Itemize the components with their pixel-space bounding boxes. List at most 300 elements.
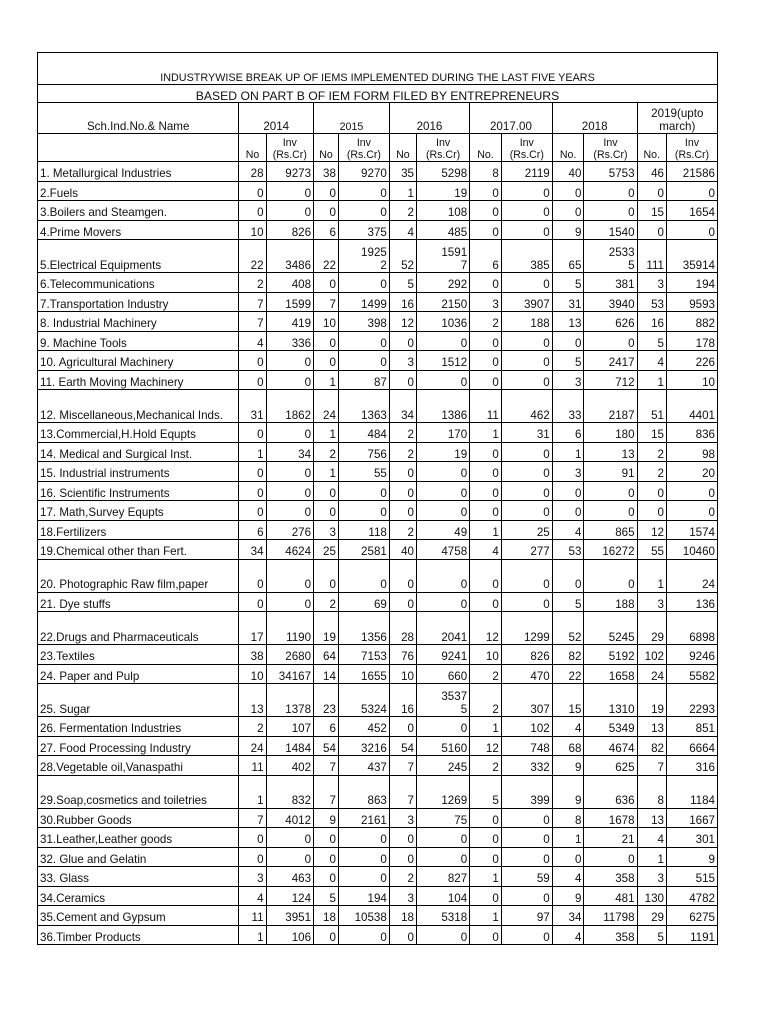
count-cell: 0 (389, 717, 416, 737)
table-row (38, 481, 718, 501)
investment-cell: 636 (584, 775, 637, 808)
investment-cell: 851 (666, 717, 717, 737)
investment-cell: 3907 (501, 292, 552, 312)
count-cell: 2 (239, 273, 266, 293)
count-cell: 1 (637, 370, 666, 390)
investment-cell: 226 (666, 351, 717, 371)
investment-cell: 9273 (266, 162, 314, 182)
industry-name: 33. Glass (38, 867, 239, 887)
investment-cell: 180 (584, 423, 637, 443)
investment-cell: 0 (416, 592, 469, 612)
count-cell: 29 (637, 612, 666, 645)
count-cell: 19 (637, 684, 666, 717)
investment-cell: 1363 (338, 390, 389, 423)
investment-cell: 0 (501, 925, 552, 945)
industry-name: 30.Rubber Goods (38, 808, 239, 828)
count-cell: 18 (389, 906, 416, 926)
count-cell: 52 (552, 612, 584, 645)
investment-cell: 5318 (416, 906, 469, 926)
count-cell: 3 (552, 370, 584, 390)
investment-cell: 0 (266, 592, 314, 612)
count-cell: 9 (314, 808, 339, 828)
investment-cell: 0 (501, 462, 552, 482)
investment-cell: 1356 (338, 612, 389, 645)
count-cell: 6 (552, 423, 584, 443)
investment-cell: 5298 (416, 162, 469, 182)
table-row (38, 462, 718, 482)
investment-cell: 20 (666, 462, 717, 482)
count-cell: 0 (314, 331, 339, 351)
investment-cell: 1190 (266, 612, 314, 645)
count-cell: 0 (470, 559, 502, 592)
investment-cell: 0 (266, 847, 314, 867)
investment-cell: 10538 (338, 906, 389, 926)
count-cell: 2 (239, 717, 266, 737)
count-cell: 0 (637, 501, 666, 521)
industry-name: 16. Scientific Instruments (38, 481, 239, 501)
investment-cell: 1299 (501, 612, 552, 645)
count-cell: 1 (314, 370, 339, 390)
investment-cell: 5245 (584, 612, 637, 645)
no-header: No. (470, 134, 502, 162)
industry-name: 18.Fertilizers (38, 520, 239, 540)
count-cell: 40 (552, 162, 584, 182)
count-cell: 0 (552, 181, 584, 201)
count-cell: 53 (552, 540, 584, 560)
investment-cell: 307 (501, 684, 552, 717)
investment-cell: 11798 (584, 906, 637, 926)
count-cell: 4 (470, 540, 502, 560)
investment-cell: 398 (338, 312, 389, 332)
investment-cell: 3951 (266, 906, 314, 926)
table-row (38, 886, 718, 906)
investment-cell: 35914 (666, 240, 717, 273)
inv-header: Inv (Rs.Cr) (584, 134, 637, 162)
year-header: 2018 (552, 103, 637, 134)
count-cell: 0 (314, 273, 339, 293)
count-cell: 5 (552, 592, 584, 612)
investment-cell: 375 (338, 220, 389, 240)
industry-name: 34.Ceramics (38, 886, 239, 906)
table-row (38, 273, 718, 293)
investment-cell: 0 (416, 828, 469, 848)
investment-cell: 107 (266, 717, 314, 737)
investment-cell: 277 (501, 540, 552, 560)
investment-cell: 452 (338, 717, 389, 737)
investment-cell: 34 (266, 442, 314, 462)
count-cell: 1 (470, 717, 502, 737)
investment-cell: 836 (666, 423, 717, 443)
investment-cell: 1386 (416, 390, 469, 423)
investment-cell: 0 (338, 273, 389, 293)
investment-cell: 336 (266, 331, 314, 351)
table-row (38, 181, 718, 201)
investment-cell: 0 (266, 559, 314, 592)
investment-cell: 515 (666, 867, 717, 887)
count-cell: 0 (239, 423, 266, 443)
count-cell: 14 (314, 664, 339, 684)
investment-cell: 2680 (266, 645, 314, 665)
investment-cell: 16272 (584, 540, 637, 560)
investment-cell: 0 (501, 442, 552, 462)
industry-name: 12. Miscellaneous,Mechanical Inds. (38, 390, 239, 423)
investment-cell: 118 (338, 520, 389, 540)
count-cell: 31 (239, 390, 266, 423)
count-cell: 68 (552, 736, 584, 756)
industry-name: 3.Boilers and Steamgen. (38, 201, 239, 221)
count-cell: 0 (637, 481, 666, 501)
count-cell: 0 (389, 370, 416, 390)
investment-cell: 9241 (416, 645, 469, 665)
investment-cell: 0 (266, 501, 314, 521)
table-row (38, 684, 718, 717)
investment-cell: 0 (501, 592, 552, 612)
investment-cell: 2041 (416, 612, 469, 645)
count-cell: 38 (239, 645, 266, 665)
count-cell: 46 (637, 162, 666, 182)
investment-cell: 484 (338, 423, 389, 443)
count-cell: 4 (389, 220, 416, 240)
count-cell: 13 (552, 312, 584, 332)
investment-cell: 0 (584, 501, 637, 521)
sub-header-blank (38, 134, 239, 162)
count-cell: 130 (637, 886, 666, 906)
count-cell: 0 (637, 220, 666, 240)
investment-cell: 481 (584, 886, 637, 906)
count-cell: 5 (637, 331, 666, 351)
investment-cell: 408 (266, 273, 314, 293)
investment-cell: 826 (501, 645, 552, 665)
count-cell: 111 (637, 240, 666, 273)
investment-cell: 0 (338, 559, 389, 592)
investment-cell: 104 (416, 886, 469, 906)
investment-cell: 0 (501, 273, 552, 293)
investment-cell: 0 (266, 181, 314, 201)
count-cell: 12 (389, 312, 416, 332)
industry-name: 19.Chemical other than Fert. (38, 540, 239, 560)
count-cell: 0 (314, 559, 339, 592)
investment-cell: 1925 2 (338, 240, 389, 273)
investment-cell: 625 (584, 756, 637, 776)
iem-table (37, 52, 718, 945)
count-cell: 3 (552, 462, 584, 482)
investment-cell: 2161 (338, 808, 389, 828)
report-container (37, 52, 718, 945)
count-cell: 0 (470, 442, 502, 462)
count-cell: 7 (389, 756, 416, 776)
count-cell: 0 (314, 828, 339, 848)
industry-name: 17. Math,Survey Equpts (38, 501, 239, 521)
industry-name: 7.Transportation Industry (38, 292, 239, 312)
investment-cell: 3216 (338, 736, 389, 756)
count-cell: 1 (552, 828, 584, 848)
investment-cell: 91 (584, 462, 637, 482)
investment-cell: 2293 (666, 684, 717, 717)
investment-cell: 0 (584, 481, 637, 501)
count-cell: 0 (637, 181, 666, 201)
table-row (38, 645, 718, 665)
count-cell: 1 (470, 520, 502, 540)
count-cell: 2 (389, 423, 416, 443)
table-row (38, 442, 718, 462)
investment-cell: 0 (416, 717, 469, 737)
count-cell: 0 (239, 501, 266, 521)
investment-cell: 0 (266, 370, 314, 390)
count-cell: 4 (552, 717, 584, 737)
industry-name: 4.Prime Movers (38, 220, 239, 240)
investment-cell: 1269 (416, 775, 469, 808)
count-cell: 6 (239, 520, 266, 540)
count-cell: 0 (314, 481, 339, 501)
investment-cell: 1678 (584, 808, 637, 828)
investment-cell: 0 (501, 481, 552, 501)
table-row (38, 501, 718, 521)
table-row (38, 867, 718, 887)
investment-cell: 0 (666, 220, 717, 240)
investment-cell: 0 (266, 481, 314, 501)
table-row (38, 906, 718, 926)
count-cell: 0 (239, 351, 266, 371)
investment-cell: 13 (584, 442, 637, 462)
count-cell: 64 (314, 645, 339, 665)
investment-cell: 5753 (584, 162, 637, 182)
industry-name: 26. Fermentation Industries (38, 717, 239, 737)
investment-cell: 1654 (666, 201, 717, 221)
investment-cell: 0 (338, 867, 389, 887)
investment-cell: 3940 (584, 292, 637, 312)
name-column-header: Sch.Ind.No.& Name (38, 103, 239, 134)
investment-cell: 316 (666, 756, 717, 776)
count-cell: 1 (637, 559, 666, 592)
investment-cell: 21 (584, 828, 637, 848)
count-cell: 34 (389, 390, 416, 423)
investment-cell: 0 (501, 847, 552, 867)
table-row (38, 423, 718, 443)
no-header: No (239, 134, 266, 162)
investment-cell: 0 (416, 501, 469, 521)
investment-cell: 97 (501, 906, 552, 926)
count-cell: 24 (239, 736, 266, 756)
investment-cell: 124 (266, 886, 314, 906)
count-cell: 1 (314, 423, 339, 443)
count-cell: 0 (470, 181, 502, 201)
table-row (38, 220, 718, 240)
count-cell: 0 (239, 828, 266, 848)
industry-name: 13.Commercial,H.Hold Equpts (38, 423, 239, 443)
investment-cell: 5582 (666, 664, 717, 684)
investment-cell: 188 (584, 592, 637, 612)
investment-cell: 0 (584, 559, 637, 592)
count-cell: 5 (552, 273, 584, 293)
count-cell: 13 (239, 684, 266, 717)
investment-cell: 0 (416, 331, 469, 351)
table-row (38, 312, 718, 332)
count-cell: 0 (470, 273, 502, 293)
investment-cell: 301 (666, 828, 717, 848)
count-cell: 15 (637, 201, 666, 221)
count-cell: 12 (637, 520, 666, 540)
count-cell: 0 (314, 501, 339, 521)
investment-cell: 9593 (666, 292, 717, 312)
count-cell: 0 (389, 481, 416, 501)
investment-cell: 0 (584, 331, 637, 351)
count-cell: 4 (552, 520, 584, 540)
count-cell: 0 (239, 481, 266, 501)
count-cell: 0 (470, 592, 502, 612)
investment-cell: 6664 (666, 736, 717, 756)
count-cell: 11 (239, 756, 266, 776)
count-cell: 24 (637, 664, 666, 684)
count-cell: 4 (552, 925, 584, 945)
count-cell: 0 (314, 925, 339, 945)
investment-cell: 4674 (584, 736, 637, 756)
count-cell: 15 (637, 423, 666, 443)
count-cell: 0 (552, 481, 584, 501)
investment-cell: 194 (666, 273, 717, 293)
count-cell: 34 (239, 540, 266, 560)
investment-cell: 4624 (266, 540, 314, 560)
investment-cell: 4758 (416, 540, 469, 560)
industry-name: 5.Electrical Equipments (38, 240, 239, 273)
table-row (38, 331, 718, 351)
count-cell: 0 (314, 847, 339, 867)
industry-name: 24. Paper and Pulp (38, 664, 239, 684)
count-cell: 55 (637, 540, 666, 560)
count-cell: 4 (239, 331, 266, 351)
count-cell: 8 (552, 808, 584, 828)
investment-cell: 170 (416, 423, 469, 443)
table-row (38, 390, 718, 423)
count-cell: 3 (389, 808, 416, 828)
investment-cell: 194 (338, 886, 389, 906)
count-cell: 3 (389, 886, 416, 906)
investment-cell: 1191 (666, 925, 717, 945)
no-header: No (314, 134, 339, 162)
investment-cell: 1862 (266, 390, 314, 423)
count-cell: 10 (470, 645, 502, 665)
subtitle-row (38, 85, 718, 103)
investment-cell: 419 (266, 312, 314, 332)
investment-cell: 0 (666, 501, 717, 521)
count-cell: 1 (389, 181, 416, 201)
count-cell: 0 (389, 462, 416, 482)
count-cell: 1 (470, 867, 502, 887)
investment-cell: 5160 (416, 736, 469, 756)
investment-cell: 470 (501, 664, 552, 684)
count-cell: 82 (637, 736, 666, 756)
investment-cell: 0 (501, 220, 552, 240)
count-cell: 76 (389, 645, 416, 665)
table-row (38, 756, 718, 776)
industry-name: 29.Soap,cosmetics and toiletries (38, 775, 239, 808)
count-cell: 10 (389, 664, 416, 684)
count-cell: 0 (552, 331, 584, 351)
investment-cell: 87 (338, 370, 389, 390)
count-cell: 5 (552, 351, 584, 371)
investment-cell: 31 (501, 423, 552, 443)
investment-cell: 3537 5 (416, 684, 469, 717)
table-row (38, 292, 718, 312)
investment-cell: 660 (416, 664, 469, 684)
count-cell: 2 (637, 462, 666, 482)
investment-cell: 19 (416, 181, 469, 201)
count-cell: 0 (470, 847, 502, 867)
count-cell: 2 (637, 442, 666, 462)
investment-cell: 0 (501, 501, 552, 521)
count-cell: 0 (470, 331, 502, 351)
count-cell: 7 (239, 808, 266, 828)
count-cell: 7 (239, 312, 266, 332)
investment-cell: 106 (266, 925, 314, 945)
investment-cell: 0 (501, 808, 552, 828)
year-header: 2019(upto march) (637, 103, 717, 134)
count-cell: 4 (552, 867, 584, 887)
investment-cell: 1310 (584, 684, 637, 717)
count-cell: 1 (239, 775, 266, 808)
table-row (38, 592, 718, 612)
count-cell: 13 (637, 808, 666, 828)
count-cell: 28 (239, 162, 266, 182)
count-cell: 0 (239, 462, 266, 482)
investment-cell: 59 (501, 867, 552, 887)
table-row (38, 775, 718, 808)
investment-cell: 0 (338, 181, 389, 201)
count-cell: 0 (389, 847, 416, 867)
investment-cell: 463 (266, 867, 314, 887)
investment-cell: 10 (666, 370, 717, 390)
investment-cell: 188 (501, 312, 552, 332)
investment-cell: 7153 (338, 645, 389, 665)
investment-cell: 1499 (338, 292, 389, 312)
count-cell: 11 (470, 390, 502, 423)
investment-cell: 5324 (338, 684, 389, 717)
investment-cell: 1599 (266, 292, 314, 312)
count-cell: 2 (389, 442, 416, 462)
count-cell: 6 (314, 220, 339, 240)
investment-cell: 399 (501, 775, 552, 808)
investment-cell: 626 (584, 312, 637, 332)
count-cell: 34 (552, 906, 584, 926)
investment-cell: 25 (501, 520, 552, 540)
title-row (38, 53, 718, 85)
count-cell: 38 (314, 162, 339, 182)
count-cell: 54 (314, 736, 339, 756)
industry-name: 21. Dye stuffs (38, 592, 239, 612)
count-cell: 0 (470, 370, 502, 390)
investment-cell: 865 (584, 520, 637, 540)
count-cell: 5 (637, 925, 666, 945)
investment-cell: 358 (584, 867, 637, 887)
investment-cell: 1658 (584, 664, 637, 684)
investment-cell: 2533 5 (584, 240, 637, 273)
investment-cell: 19 (416, 442, 469, 462)
sub-header-row (38, 134, 718, 162)
investment-cell: 55 (338, 462, 389, 482)
count-cell: 0 (389, 559, 416, 592)
investment-cell: 832 (266, 775, 314, 808)
no-header: No. (637, 134, 666, 162)
industry-name: 6.Telecommunications (38, 273, 239, 293)
industry-name: 10. Agricultural Machinery (38, 351, 239, 371)
investment-cell: 0 (416, 370, 469, 390)
investment-cell: 1378 (266, 684, 314, 717)
investment-cell: 75 (416, 808, 469, 828)
industry-name: 31.Leather,Leather goods (38, 828, 239, 848)
investment-cell: 0 (416, 559, 469, 592)
investment-cell: 9270 (338, 162, 389, 182)
investment-cell: 0 (666, 181, 717, 201)
count-cell: 8 (470, 162, 502, 182)
